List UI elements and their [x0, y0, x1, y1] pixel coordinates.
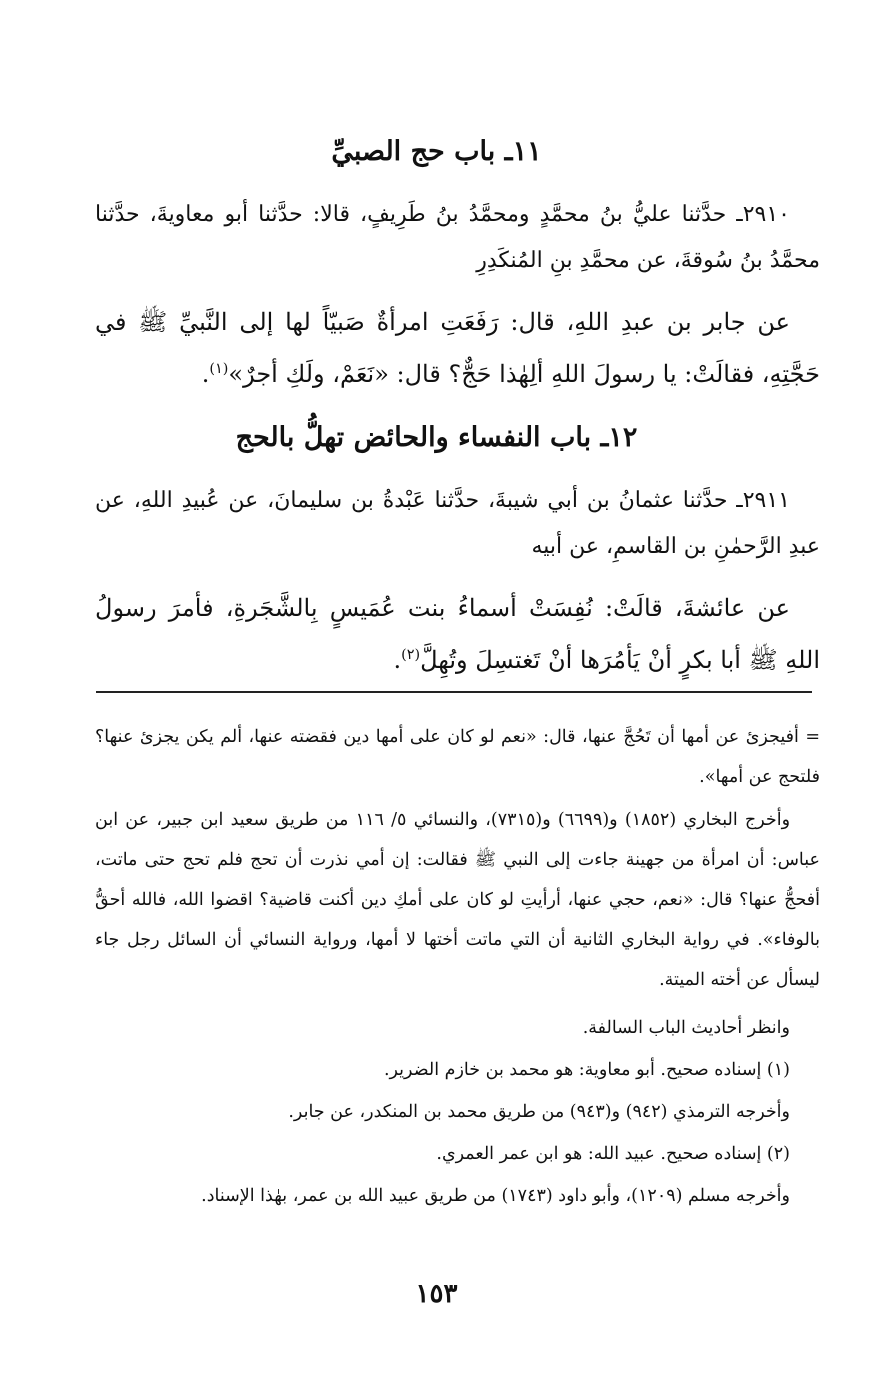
page-number: ١٥٣	[415, 1279, 458, 1309]
hadith-2911-isnad: ٢٩١١ـ حدَّثنا عثمانُ بن أبي شيبةَ، حدَّثنا عَبْدةُ بن سليمانَ، عن عُبيدِ اللهِ، عن عبدِ الرَّحمٰنِ بن القاسمِ، عن أبيه	[95, 488, 820, 559]
hadith-2910-matn-end: .	[201, 360, 210, 388]
hadith-2910-isnad: ٢٩١٠ـ حدَّثنا عليُّ بنُ محمَّدٍ ومحمَّدُ بنُ طَرِيفٍ، قالا: حدَّثنا أبو معاويةَ، حدَّثنا محمَّدُ بنُ سُوقةَ، عن محمَّدِ بنِ المُنكَدِرِ	[95, 202, 820, 273]
hadith-2911-matn-end: .	[393, 646, 402, 674]
footnote-continuation: = أفيجزئ عن أمها أن تَحُجَّ عنها، قال: «نعم لو كان على أمها دين فقضته عنها، ألم يكن يجزئ عنها؟ فلتحج عن أمها».	[95, 727, 820, 787]
footnote-separator	[96, 691, 812, 693]
hadith-2910-matn	[95, 296, 820, 400]
footnote-see-chapter: وانظر أحاديث الباب السالفة.	[582, 1018, 790, 1038]
chapter-heading-11: ١١ـ باب حج الصبيِّ	[331, 136, 542, 167]
footnote-ref-1: (١)	[209, 361, 229, 377]
chapter-heading-12: ١٢ـ باب النفساء والحائض تهلُّ بالحج	[235, 422, 638, 453]
footnote-bukhari-nasai: وأخرج البخاري (١٨٥٢) و(٦٦٩٩) و(٧٣١٥)، والنسائي ٥/ ١١٦ من طريق سعيد ابن جبير، عن ابن عباس: أن امرأة من جهينة جاءت إلى النبي ﷺ فقالت: إن أمي نذرت أن تحج فلم تحج حتى ماتت، أفحجُّ عنها؟ قال: «نعم، حجي عنها، أرأيتِ لو كان على أمكِ دين أكنت قاضية؟ اقضوا الله، فالله أحقُّ بالوفاء». في رواية البخاري الثانية أن التي ماتت أختها لا أمها، ورواية النسائي أن السائل رجل جاء ليسأل عن أخته الميتة.	[95, 810, 820, 990]
hadith-2911-matn	[95, 582, 820, 686]
hadith-2911-matn-text: عن عائشةَ، قالَتْ: نُفِسَتْ أسماءُ بنت عُمَيسٍ بِالشَّجَرةِ، فأمرَ رسولُ اللهِ ﷺ أبا بكرٍ أنْ يَأمُرَها أنْ تَغتسِلَ وتُهِلَّ	[95, 594, 820, 674]
footnote-1: (١) إسناده صحيح. أبو معاوية: هو محمد بن خازم الضرير.	[383, 1060, 790, 1080]
footnote-2-muslim: وأخرجه مسلم (١٢٠٩)، وأبو داود (١٧٤٣) من طريق عبيد الله بن عمر، بهٰذا الإسناد.	[201, 1186, 790, 1206]
hadith-2910-matn-text: عن جابر بن عبدِ اللهِ، قال: رَفَعَتِ امرأةٌ صَبيّاً لها إلى النَّبيِّ ﷺ في حَجَّتِهِ، فقالَتْ: يا رسولَ اللهِ ألِهٰذا حَجٌّ؟ قال: «نَعَمْ، ولَكِ أجرٌ»	[95, 308, 820, 388]
footnote-ref-2: (٢)	[401, 647, 421, 663]
footnote-1-tirmidhi: وأخرجه الترمذي (٩٤٢) و(٩٤٣) من طريق محمد بن المنكدر، عن جابر.	[288, 1102, 790, 1122]
footnote-2: (٢) إسناده صحيح. عبيد الله: هو ابن عمر العمري.	[436, 1144, 790, 1164]
